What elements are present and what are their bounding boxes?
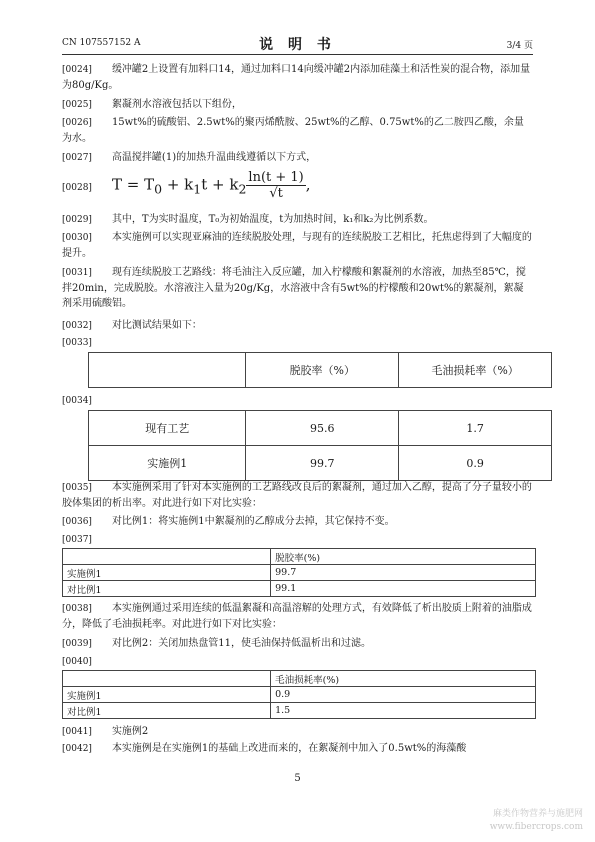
para-text: 高温搅拌罐(1)的加热升温曲线遵循以下方式，: [111, 152, 317, 163]
formula-sub0: 0: [154, 181, 163, 197]
para-tag: [0042]: [62, 744, 92, 754]
paragraph-0032: [62, 318, 533, 334]
paragraph-0024: [62, 62, 533, 93]
para-text: 本实施例采用了针对本实施例的工艺路线改良后的絮凝剂，通过加入乙醇，提高了分子量较小的胶体集团的析出率。对此进行如下对比实验：: [62, 482, 532, 509]
watermark: [490, 808, 583, 834]
table-cell: 0.9: [271, 687, 536, 703]
formula-denominator: √t: [269, 186, 283, 201]
table-row: [63, 703, 536, 719]
table-row: [89, 411, 552, 446]
formula-sub1: 1: [193, 181, 202, 197]
paragraph-0025: [62, 97, 533, 113]
formula-fraction: [246, 170, 305, 201]
para-text: 对比例2：关闭加热盘管11，使毛油保持低温析出和过滤。: [111, 638, 372, 649]
para-text: 本实施例通过采用连续的低温絮凝和高温溶解的处理方式，有效降低了析出胶质上附着的油脂成分，降低了毛油损耗率。对此进行如下对比实验：: [62, 603, 532, 630]
para-tag: [0033]: [62, 338, 92, 348]
page-number: 5: [294, 773, 301, 784]
paragraph-0029: [62, 212, 533, 228]
table-row: [63, 687, 536, 703]
para-text: 本实施例可以实现亚麻油的连续脱胶处理，与现有的连续脱胶工艺相比，托焦虑得到了大幅度的提升。: [62, 232, 532, 259]
table-cell: 实施例1: [89, 446, 246, 481]
paragraph-0034: [62, 393, 533, 409]
paragraph-0027: [62, 150, 533, 166]
para-tag: [0028]: [62, 183, 92, 193]
table-cell: 99.1: [271, 581, 536, 597]
paragraph-0038: [62, 601, 533, 632]
page-indicator: 3/4 页: [506, 41, 533, 51]
para-tag: [0038]: [62, 604, 92, 614]
table-cell: [63, 671, 271, 687]
table-cell: 毛油损耗率(%): [271, 671, 536, 687]
paragraph-0030: [62, 230, 533, 261]
paragraph-0035: [62, 480, 533, 511]
table-cell: 脱胶率(%): [271, 549, 536, 565]
para-text: 现有连续脱胶工艺路线：将毛油注入反应罐，加入柠檬酸和絮凝剂的水溶液，加热至85℃，搅拌20min，完成脱胶。水溶液注入量为20g/Kg，水溶液中含有5wt%的柠檬酸和20wt%的絮凝剂，絮凝剂采用硫酸铝。: [62, 267, 526, 309]
table-cell: 95.6: [246, 411, 399, 446]
paragraph-0026: [62, 115, 533, 146]
para-text: 实施例2: [111, 726, 149, 737]
page-header: [62, 34, 533, 55]
para-tag: [0041]: [62, 727, 92, 737]
para-tag: [0039]: [62, 639, 92, 649]
patent-number: CN 107557152 A: [62, 38, 141, 48]
formula-sub2: 2: [238, 181, 247, 197]
para-tag: [0036]: [62, 517, 92, 527]
para-tag: [0030]: [62, 233, 92, 243]
table-cell: 实施例1: [63, 565, 271, 581]
paragraph-0042: [62, 741, 533, 757]
para-text: 对比例1：将实施例1中絮凝剂的乙醇成分去掉，其它保持不变。: [111, 516, 395, 527]
paragraph-0041: [62, 724, 533, 740]
paragraph-0039: [62, 636, 533, 652]
formula-numerator: ln(t + 1): [248, 170, 304, 185]
table-cell: 1.7: [399, 411, 552, 446]
formula-mid: + k: [162, 175, 194, 194]
degumming-rate-table: [62, 548, 536, 597]
table-row: [89, 446, 552, 481]
paragraph-0036: [62, 514, 533, 530]
comparison-results-table: [88, 410, 552, 481]
para-tag: [0029]: [62, 215, 92, 225]
table-cell: 对比例1: [63, 581, 271, 597]
paragraph-0040: [62, 654, 533, 670]
table-cell: 毛油损耗率（%）: [399, 353, 552, 388]
table-cell: [89, 353, 246, 388]
oil-loss-table: [62, 670, 536, 719]
para-text: 絮凝剂水溶液包括以下组份，: [111, 99, 242, 110]
table-cell: 1.5: [271, 703, 536, 719]
table-cell: 99.7: [271, 565, 536, 581]
table-cell: [63, 549, 271, 565]
watermark-line: 麻类作物营养与施肥网: [492, 809, 583, 819]
table-cell: 对比例1: [63, 703, 271, 719]
para-text: 本实施例是在实施例1的基础上改进而来的，在絮凝剂中加入了0.5wt%的海藻酸: [111, 743, 467, 754]
table-row: [63, 581, 536, 597]
para-text: 缓冲罐2上设置有加料口14，通过加料口14向缓冲罐2内添加硅藻土和活性炭的混合物，添加量为80g/Kg。: [62, 64, 531, 91]
paragraph-0033: [62, 335, 533, 351]
paragraph-0037: [62, 532, 533, 548]
table-cell: 实施例1: [63, 687, 271, 703]
formula-end: ,: [305, 175, 311, 194]
doc-title: 说 明 书: [259, 37, 336, 53]
table-row: [89, 353, 552, 388]
formula-t: t + k: [201, 175, 239, 194]
para-tag: [0035]: [62, 483, 92, 493]
table-cell: 0.9: [399, 446, 552, 481]
para-tag: [0037]: [62, 535, 92, 545]
table-cell: 脱胶率（%）: [246, 353, 399, 388]
para-tag: [0024]: [62, 65, 92, 75]
para-tag: [0026]: [62, 118, 92, 128]
watermark-line: www.fibercrops.com: [489, 822, 583, 832]
table-cell: 现有工艺: [89, 411, 246, 446]
table-cell: 99.7: [246, 446, 399, 481]
para-text: 15wt%的硫酸铝、2.5wt%的聚丙烯酰胺、25wt%的乙醇、0.75wt%的乙二胺四乙酸，余量为水。: [62, 117, 524, 144]
para-tag: [0031]: [62, 268, 92, 278]
table-row: [63, 671, 536, 687]
heating-formula: [112, 170, 311, 201]
para-tag: [0034]: [62, 396, 92, 406]
para-tag: [0040]: [62, 657, 92, 667]
para-tag: [0032]: [62, 321, 92, 331]
formula-lhs: T = T: [112, 175, 155, 194]
table-row: [63, 549, 536, 565]
table-row: [63, 565, 536, 581]
comparison-table-header: [88, 352, 552, 388]
paragraph-0031: [62, 265, 533, 311]
para-tag: [0027]: [62, 153, 92, 163]
para-tag: [0025]: [62, 100, 92, 110]
para-text: 对比测试结果如下：: [111, 320, 202, 331]
para-text: 其中，T为实时温度，T₀为初始温度，t为加热时间，k₁和k₂为比例系数。: [111, 214, 434, 225]
